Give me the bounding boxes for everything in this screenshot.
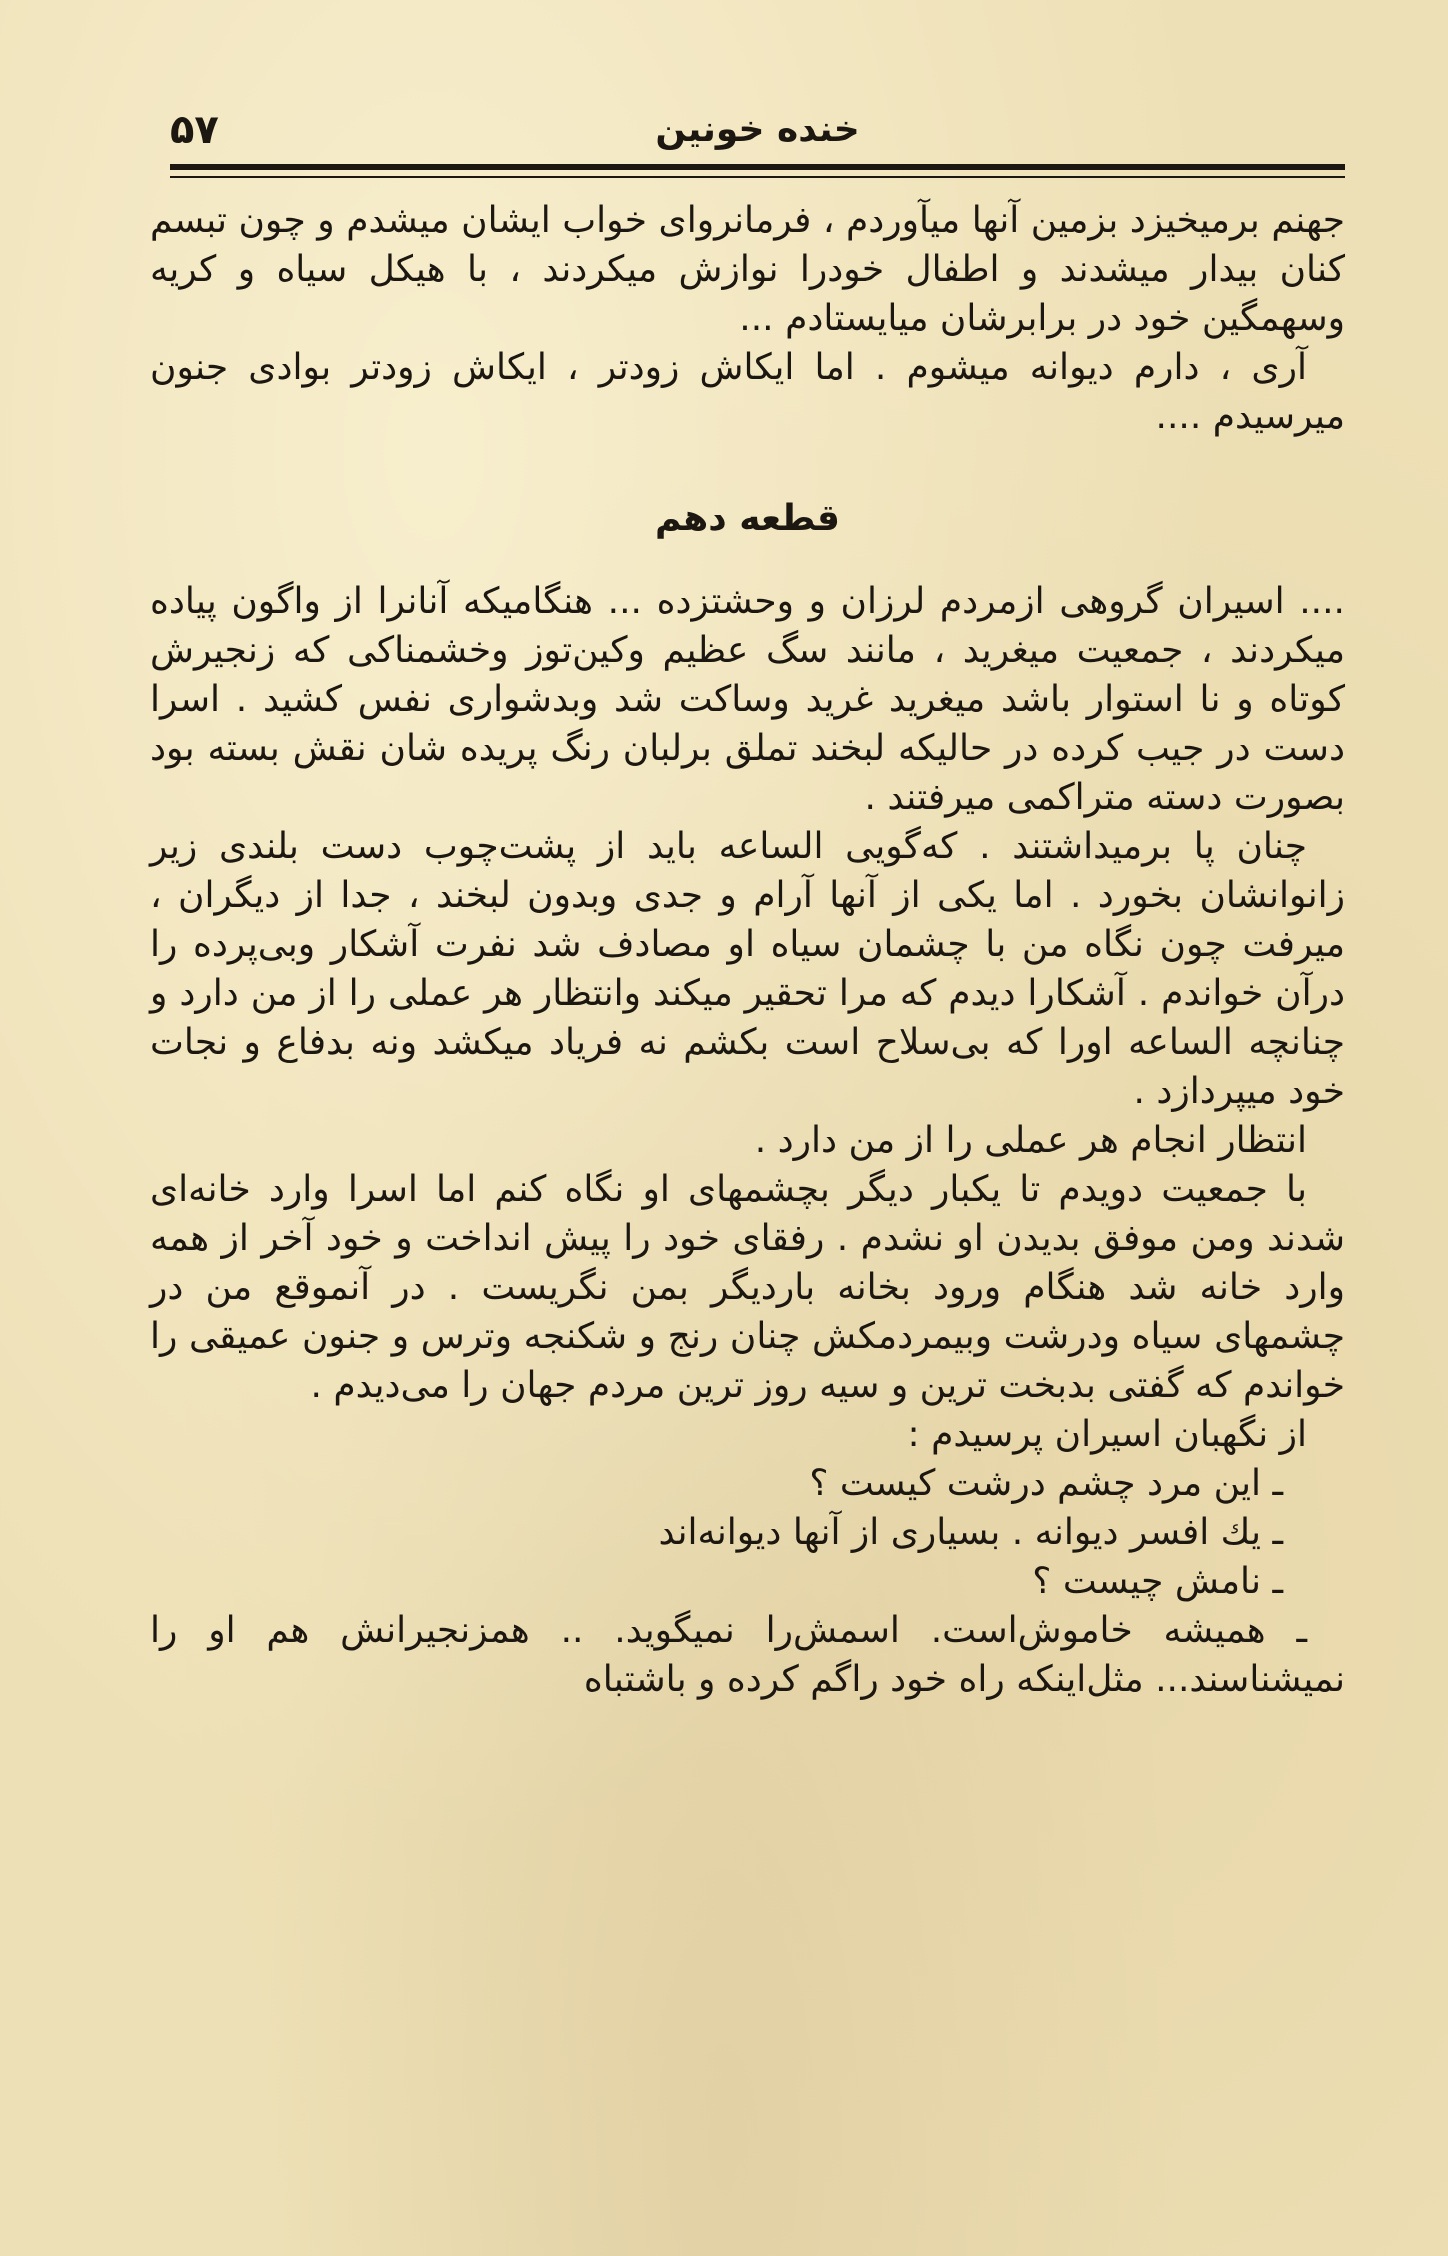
paragraph-section-2: چنان پا برمیداشتند . که‌گویی الساعه باید از پشت‌چوب دست بلندی زیر زانوانشان بخورد . اما یکی از آنها آرام و جدی وبدون لبخند ، جدا از دیگران ، میرفت چون نگاه من با چشمان سیاه او مصادف شد نفرت آشکار وبی‌پرده را درآن خواندم . آشکارا دیدم که مرا تحقیر میکند وانتظار هر عملی را از من دارد و چنانچه الساعه اورا که بی‌سلاح است بکشم نه فریاد میکشد ونه بدفاع و نجات خود میپردازد . — [150, 826, 1345, 1112]
page-number: ۵۷ — [170, 107, 219, 153]
dialogue-block — [150, 1459, 1345, 1606]
body-text — [150, 196, 1345, 1704]
header-rule-thick — [170, 164, 1345, 170]
dialogue-line-continued: ـ همیشه خاموش‌است. اسمش‌را نمیگوید. .. همزنجیرانش هم او را نمیشناسند... مثل‌اینکه راه خود راگم کرده و باشتباه — [150, 1610, 1345, 1700]
header-rule-thin — [170, 176, 1345, 178]
paragraph-opening-2: آری ، دارم دیوانه میشوم . اما ایکاش زودتر ، ایکاش زودتر بوادی جنون میرسیدم .... — [150, 347, 1345, 437]
paragraph-section-1: .... اسیران گروهی ازمردم لرزان و وحشتزده ... هنگامیکه آنانرا از واگون پیاده میکردند ، جمعیت میغرید ، مانند سگ عظیم وکین‌توز وخشمناکی که زنجیرش کوتاه و نا استوار باشد میغرید غرید وساکت شد وبدشواری نفس کشید . اسرا دست در جیب کرده در حالیکه لبخند تملق برلبان رنگ پریده شان نقش بسته بود بصورت دسته متراکمی میرفتند . — [150, 581, 1345, 818]
section-title: قطعه دهم — [655, 498, 840, 539]
page-header — [170, 100, 1345, 164]
running-title: خنده خونین — [655, 109, 860, 150]
paragraph-section-3: انتظار انجام هر عملی را از من دارد . — [754, 1120, 1307, 1161]
paragraph-opening-1: جهنم برمیخیزد بزمین آنها میآوردم ، فرمانروای خواب ایشان میشدم و چون تبسم کنان بیدار میشدند و اطفال خودرا نوازش میکردند ، با هیکل سیاه و کریه وسهمگین خود در برابرشان میایستادم ... — [150, 200, 1345, 339]
dialogue-line: ـ این مرد چشم درشت کیست ؟ — [809, 1463, 1283, 1504]
dialogue-line: ـ نامش چیست ؟ — [1032, 1561, 1283, 1602]
dialogue-line: ـ يك افسر دیوانه . بسیاری از آنها دیوانه‌اند — [658, 1512, 1283, 1553]
paragraph-section-4: با جمعیت دویدم تا یکبار دیگر بچشمهای او نگاه کنم اما اسرا وارد خانه‌ای شدند ومن موفق بدیدن او نشدم . رفقای خود را پیش انداخت و خود آخر از همه وارد خانه شد هنگام ورود بخانه باردیگر بمن نگریست . در آنموقع من در چشمهای سیاه ودرشت وبیمردمکش چنان رنج و شکنجه وترس و جنون عمیقی را خواندم که گفتی بدبخت ترین و سیه روز ترین مردم جهان را می‌دیدم . — [150, 1169, 1345, 1406]
paragraph-section-5: از نگهبان اسیران پرسیدم : — [907, 1414, 1307, 1455]
